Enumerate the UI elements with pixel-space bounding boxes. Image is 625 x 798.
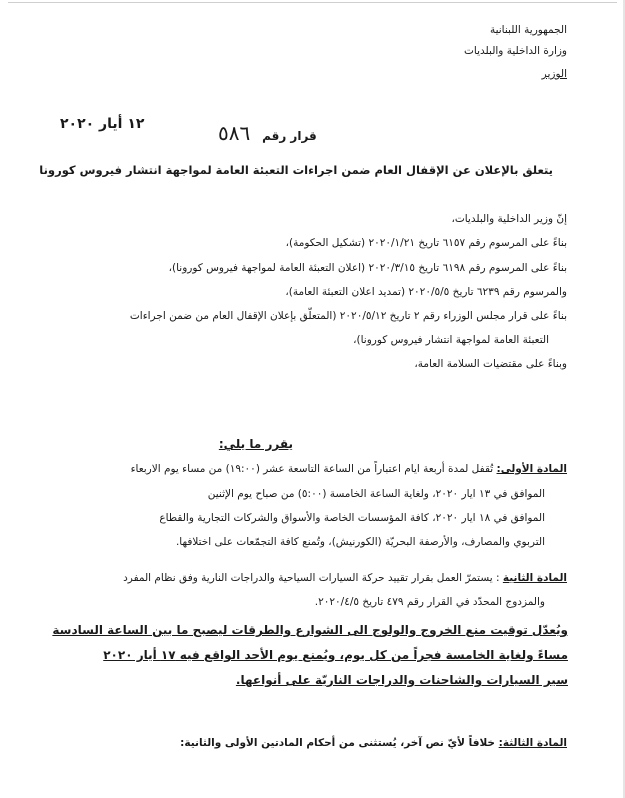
preamble-line: والمرسوم رقم ٦٢٣٩ تاريخ ٢٠٢٠/٥/٥ (تمديد اعلان التعبئة العامة)، — [285, 286, 567, 298]
article3-text: خلافاً لأيّ نص آخر، يُستثنى من أحكام المادتين الأولى والثانية: — [180, 737, 499, 749]
preamble-line: بناءً على المرسوم رقم ٦١٥٧ تاريخ ٢٠٢٠/١/٢١ (تشكيل الحكومة)، — [285, 237, 567, 249]
article1-title: المادة الأولى: — [496, 463, 567, 475]
article3-title: المادة الثالثة: — [498, 737, 567, 749]
article3-first-line — [180, 737, 567, 749]
article2-text: : يستمرّ العمل بقرار تقييد حركة السيارات السياحية والدراجات النارية وفق نظام المفرد — [123, 572, 503, 584]
top-border-line — [8, 2, 617, 3]
article2-line: والمزدوج المحدّد في القرار رقم ٤٧٩ تاريخ ٢٠٢٠/٤/٥. — [314, 596, 545, 608]
article1-line: الموافق في ١٣ ايار ٢٠٢٠، ولغاية الساعة الخامسة (٥:٠٠) من صباح يوم الإثنين — [207, 488, 545, 500]
header-minister: الوزير — [541, 68, 567, 80]
article1-text: تُقفل لمدة أربعة ايام اعتباراً من الساعة التاسعة عشر (١٩:٠٠) من مساء يوم الاربعاء — [130, 463, 497, 475]
article2-amendment-line: سير السيارات والشاحنات والدراجات الناريّة على أنواعها. — [235, 673, 568, 687]
preamble-line: بناءً على قرار مجلس الوزراء رقم ٢ تاريخ ٢٠٢٠/٥/١٢ (المتعلّق بإعلان الإقفال العام من ضمن اجراءات — [129, 310, 567, 322]
article2-first-line — [123, 572, 567, 584]
preamble-line: التعبئة العامة لمواجهة انتشار فيروس كورونا)، — [353, 334, 549, 346]
preamble-line: وبناءً على مقتضيات السلامة العامة، — [414, 358, 567, 370]
decision-label: قرار رقم — [262, 129, 317, 143]
handwritten-date: ١٢ أيار ٢٠٢٠ — [60, 116, 145, 132]
article2-amendment-line: ويُعدّل توقيت منع الخروج والولوج الى الشوارع والطرقات ليصبح ما بين الساعة السادسة — [52, 623, 568, 637]
article1-first-line — [131, 463, 567, 475]
header-ministry: وزارة الداخلية والبلديات — [464, 45, 567, 57]
article1-line: الموافق في ١٨ ايار ٢٠٢٠، كافة المؤسسات الخاصة والأسواق والشركات التجارية والقطاع — [159, 512, 545, 524]
article2-title: المادة الثانية — [502, 572, 567, 584]
preamble-line: إنّ وزير الداخلية والبلديات، — [451, 213, 567, 225]
article2-amendment-line: مساءً ولغاية الخامسة فجراً من كل يوم، ويُمنع يوم الأحد الواقع فيه ١٧ أيار ٢٠٢٠ — [103, 648, 568, 662]
article1-line: التربوي والمصارف، والأرصفة البحريّة (الكورنيش)، وتُمنع كافة التجمّعات على اختلافها. — [175, 536, 545, 548]
subject-line: يتعلق بالإعلان عن الإقفال العام ضمن اجراءات التعبئة العامة لمواجهة انتشار فيروس كورونا — [39, 163, 553, 177]
header-republic: الجمهورية اللبنانية — [489, 24, 567, 36]
preamble-line: بناءً على المرسوم رقم ٦١٩٨ تاريخ ٢٠٢٠/٣/١٥ (اعلان التعبئة العامة لمواجهة فيروس كورونا)، — [168, 262, 567, 274]
decision-number-line — [218, 121, 317, 145]
decision-number: ٥٨٦ — [218, 121, 251, 145]
decides-heading: يقرر ما يلي: — [218, 437, 293, 451]
